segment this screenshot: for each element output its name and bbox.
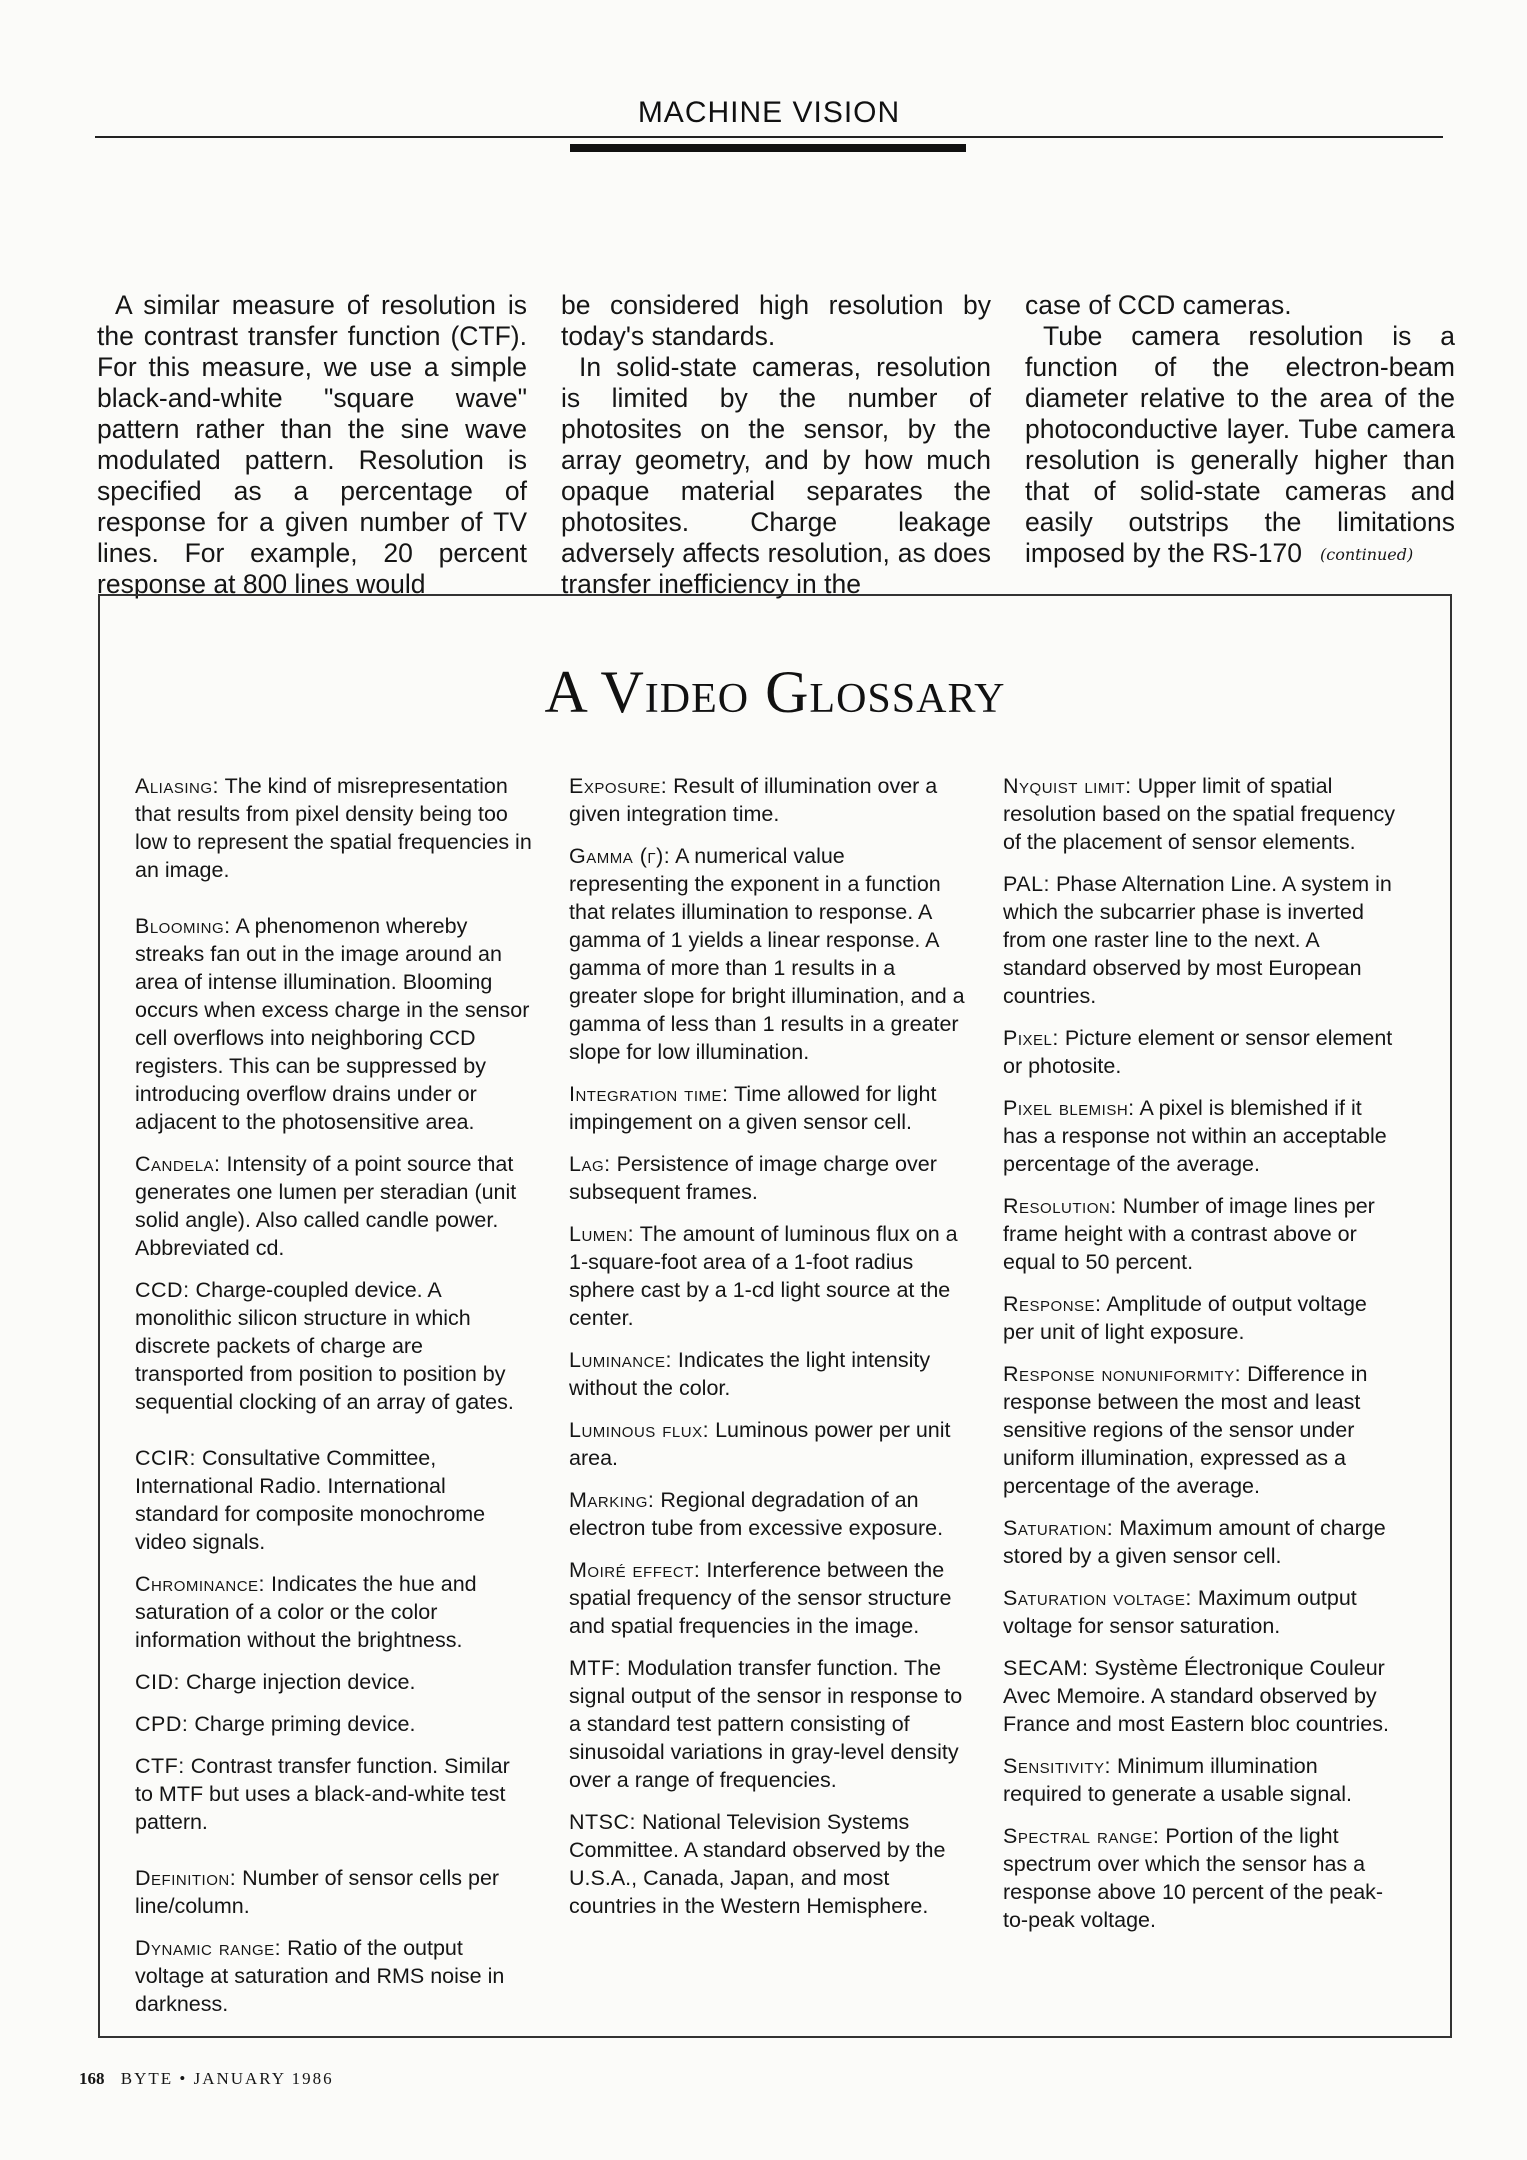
glossary-definition: Regional degradation of an electron tube from excessive exposure.	[569, 1488, 944, 1540]
glossary-term: Response:	[1003, 1292, 1102, 1316]
page-header	[95, 92, 1443, 152]
glossary-definition: Interference between the spatial frequency of the sensor structure and spatial frequencies in the image.	[569, 1558, 952, 1638]
glossary-entry	[135, 1710, 533, 1738]
glossary-definition: A phenomenon whereby streaks fan out in the image around an area of intense illumination. Blooming occurs when excess charge in the sensor cell overflows into neighboring CCD registers. This can be suppressed by introducing overflow drains under or adjacent to the photosensitive area.	[135, 914, 530, 1134]
glossary-definition: Result of illumination over a given integration time.	[569, 774, 938, 826]
glossary-definition: Number of image lines per frame height with a contrast above or equal to 50 percent.	[1003, 1194, 1375, 1274]
glossary-entry	[569, 772, 967, 828]
glossary-entry	[1003, 1290, 1401, 1346]
article-column-1	[97, 290, 527, 599]
glossary-entry	[135, 912, 533, 1136]
glossary-entry	[1003, 772, 1401, 856]
glossary-term: CCD:	[135, 1278, 190, 1302]
glossary-entry	[135, 1864, 533, 1920]
glossary-term: Definition:	[135, 1866, 237, 1890]
glossary-term: Response nonuniformity:	[1003, 1362, 1242, 1386]
glossary-entry	[135, 772, 533, 884]
glossary-term: Marking:	[569, 1488, 655, 1512]
article-paragraph: In solid-state cameras, resolution is limited by the number of photosites on the sensor, by the array geometry, and by how much opaque material separates the photosites. Charge leakage adversely affects resolution, as does transfer inefficiency in the	[561, 352, 991, 599]
glossary-term: CID:	[135, 1670, 180, 1694]
glossary-entry	[569, 1556, 967, 1640]
header-rule	[95, 136, 1443, 138]
glossary-term: SECAM:	[1003, 1656, 1089, 1680]
glossary-definition: Difference in response between the most and least sensitive regions of the sensor under uniform illumination, expressed as a percentage of the average.	[1003, 1362, 1368, 1498]
glossary-definition: Intensity of a point source that generates one lumen per steradian (unit solid angle). Also called candle power. Abbreviated cd.	[135, 1152, 517, 1260]
glossary-definition: Persistence of image charge over subsequent frames.	[569, 1152, 937, 1204]
glossary-term: PAL:	[1003, 872, 1051, 896]
glossary-entry	[135, 1570, 533, 1654]
glossary-definition: Modulation transfer function. The signal output of the sensor in response to a standard test pattern consisting of sinusoidal variations in gray-level density over a range of frequencies.	[569, 1656, 963, 1792]
glossary-definition: Système Électronique Couleur Avec Memoire. A standard observed by France and most Eastern bloc countries.	[1003, 1656, 1389, 1736]
glossary-entry	[1003, 1192, 1401, 1276]
glossary-definition: Amplitude of output voltage per unit of light exposure.	[1003, 1292, 1367, 1344]
glossary-term: Exposure:	[569, 774, 668, 798]
glossary-term: Spectral range:	[1003, 1824, 1160, 1848]
glossary-term: MTF:	[569, 1656, 622, 1680]
page-number: 168	[79, 2069, 105, 2088]
glossary-definition: A numerical value representing the exponent in a function that relates illumination to response. A gamma of 1 yields a linear response. A gamma of more than 1 results in a greater slope for bright illumination, and a gamma of less than 1 results in a greater slope for low illumination.	[569, 844, 965, 1064]
glossary-definition: Charge-coupled device. A monolithic silicon structure in which discrete packets of charge are transported from position to position by sequential clocking of an array of gates.	[135, 1278, 514, 1414]
glossary-term: Nyquist limit:	[1003, 774, 1132, 798]
glossary-column-2	[569, 772, 967, 2012]
article-column-2	[561, 290, 991, 599]
glossary-entry	[135, 1150, 533, 1262]
glossary-term: Integration time:	[569, 1082, 729, 1106]
glossary-definition: Number of sensor cells per line/column.	[135, 1866, 500, 1918]
article-paragraph: Tube camera resolution is a function of the electron-beam diameter relative to the area of the photoconductive layer. Tube camera resolution is generally higher than that of solid-state cameras and easily outstrips the limitations imposed by the RS-170	[1025, 321, 1455, 568]
article-paragraph: be considered high resolution by today's standards.	[561, 290, 991, 351]
glossary-term: CPD:	[135, 1712, 189, 1736]
glossary-entry	[569, 1150, 967, 1206]
glossary-entry	[135, 1934, 533, 2018]
glossary-definition: A pixel is blemished if it has a response not within an acceptable percentage of the average.	[1003, 1096, 1387, 1176]
glossary-entry	[569, 1416, 967, 1472]
glossary-term: Candela:	[135, 1152, 221, 1176]
glossary-definition: Luminous power per unit area.	[569, 1418, 951, 1470]
glossary-entry	[569, 1080, 967, 1136]
glossary-term: Aliasing:	[135, 774, 220, 798]
glossary-entry	[569, 1220, 967, 1332]
glossary-definition: Consultative Committee, International Radio. International standard for composite monochrome video signals.	[135, 1446, 486, 1554]
continued-note: (continued)	[1320, 545, 1414, 564]
header-bar	[570, 144, 966, 152]
glossary-definition: Indicates the hue and saturation of a color or the color information without the brightness.	[135, 1572, 477, 1652]
glossary-entry	[1003, 1654, 1401, 1738]
glossary-term: NTSC:	[569, 1810, 636, 1834]
article-body	[97, 290, 1457, 599]
glossary-entry	[1003, 870, 1401, 1010]
page-footer	[79, 2069, 334, 2089]
glossary-definition: The kind of misrepresentation that results from pixel density being too low to represent the spatial frequencies in an image.	[135, 774, 532, 882]
article-paragraph: case of CCD cameras.	[1025, 290, 1292, 320]
glossary-definition: Charge priming device.	[194, 1712, 416, 1736]
glossary-title: A Video Glossary	[544, 659, 1006, 725]
glossary-term: CCIR:	[135, 1446, 197, 1470]
glossary-term: Dynamic range:	[135, 1936, 282, 1960]
glossary-definition: Maximum amount of charge stored by a given sensor cell.	[1003, 1516, 1386, 1568]
glossary-entry	[1003, 1360, 1401, 1500]
glossary-columns	[135, 772, 1425, 2016]
glossary-term: Saturation:	[1003, 1516, 1114, 1540]
glossary-term: Gamma (γ):	[569, 844, 671, 868]
glossary-definition: Maximum output voltage for sensor saturation.	[1003, 1586, 1357, 1638]
glossary-definition: National Television Systems Committee. A standard observed by the U.S.A., Canada, Japan, and most countries in the Western Hemisphere.	[569, 1810, 946, 1918]
glossary-entry	[1003, 1822, 1401, 1934]
glossary-column-3	[1003, 772, 1401, 2012]
glossary-entry	[1003, 1094, 1401, 1178]
glossary-definition: Portion of the light spectrum over which the sensor has a response above 10 percent of the peak-to-peak voltage.	[1003, 1824, 1384, 1932]
glossary-term: Moiré effect:	[569, 1558, 701, 1582]
glossary-definition: Ratio of the output voltage at saturation and RMS noise in darkness.	[135, 1936, 505, 2016]
glossary-entry	[569, 1346, 967, 1402]
glossary-definition: Minimum illumination required to generate a usable signal.	[1003, 1754, 1353, 1806]
glossary-term: Resolution:	[1003, 1194, 1117, 1218]
glossary-definition: Charge injection device.	[185, 1670, 416, 1694]
glossary-term: Lag:	[569, 1152, 611, 1176]
glossary-term: Pixel:	[1003, 1026, 1059, 1050]
glossary-entry	[569, 1808, 967, 1920]
glossary-term: Luminous flux:	[569, 1418, 710, 1442]
glossary-entry	[135, 1752, 533, 1836]
glossary-term: Saturation voltage:	[1003, 1586, 1192, 1610]
glossary-term: CTF:	[135, 1754, 185, 1778]
glossary-entry	[135, 1668, 533, 1696]
glossary-entry	[569, 1486, 967, 1542]
glossary-term: Blooming:	[135, 914, 231, 938]
glossary-entry	[1003, 1752, 1401, 1808]
glossary-term: Luminance:	[569, 1348, 672, 1372]
glossary-entry	[135, 1276, 533, 1416]
glossary-entry	[135, 1444, 533, 1556]
glossary-definition: Indicates the light intensity without the color.	[569, 1348, 931, 1400]
glossary-term: Chrominance:	[135, 1572, 266, 1596]
glossary-term: Lumen:	[569, 1222, 635, 1246]
glossary-column-1	[135, 772, 533, 2016]
article-paragraph: A similar measure of resolution is the contrast transfer function (CTF). For this measure, we use a simple black-and-white "square wave" pattern rather than the sine wave modulated pattern. Resolution is specified as a percentage of response for a given number of TV lines. For example, 20 percent response at 800 lines would	[97, 290, 527, 599]
glossary-entry	[1003, 1584, 1401, 1640]
glossary-definition: Contrast transfer function. Similar to MTF but uses a black-and-white test pattern.	[135, 1754, 510, 1834]
glossary-definition: Time allowed for light impingement on a given sensor cell.	[569, 1082, 937, 1134]
glossary-entry	[569, 1654, 967, 1794]
glossary-definition: The amount of luminous flux on a 1-square-foot area of a 1-foot radius sphere cast by a 1-cd light source at the center.	[569, 1222, 958, 1330]
section-title: MACHINE VISION	[637, 96, 901, 129]
glossary-definition: Upper limit of spatial resolution based on the spatial frequency of the placement of sensor elements.	[1003, 774, 1396, 854]
publication-line: BYTE • JANUARY 1986	[120, 2069, 334, 2088]
article-column-3	[1025, 290, 1455, 570]
glossary-entry	[1003, 1514, 1401, 1570]
glossary-term: Sensitivity:	[1003, 1754, 1111, 1778]
glossary-box	[98, 594, 1452, 2038]
glossary-entry	[1003, 1024, 1401, 1080]
glossary-definition: Picture element or sensor element or photosite.	[1003, 1026, 1393, 1078]
glossary-term: Pixel blemish:	[1003, 1096, 1135, 1120]
glossary-entry	[569, 842, 967, 1066]
glossary-definition: Phase Alternation Line. A system in which the subcarrier phase is inverted from one raster line to the next. A standard observed by most European countries.	[1003, 872, 1392, 1008]
